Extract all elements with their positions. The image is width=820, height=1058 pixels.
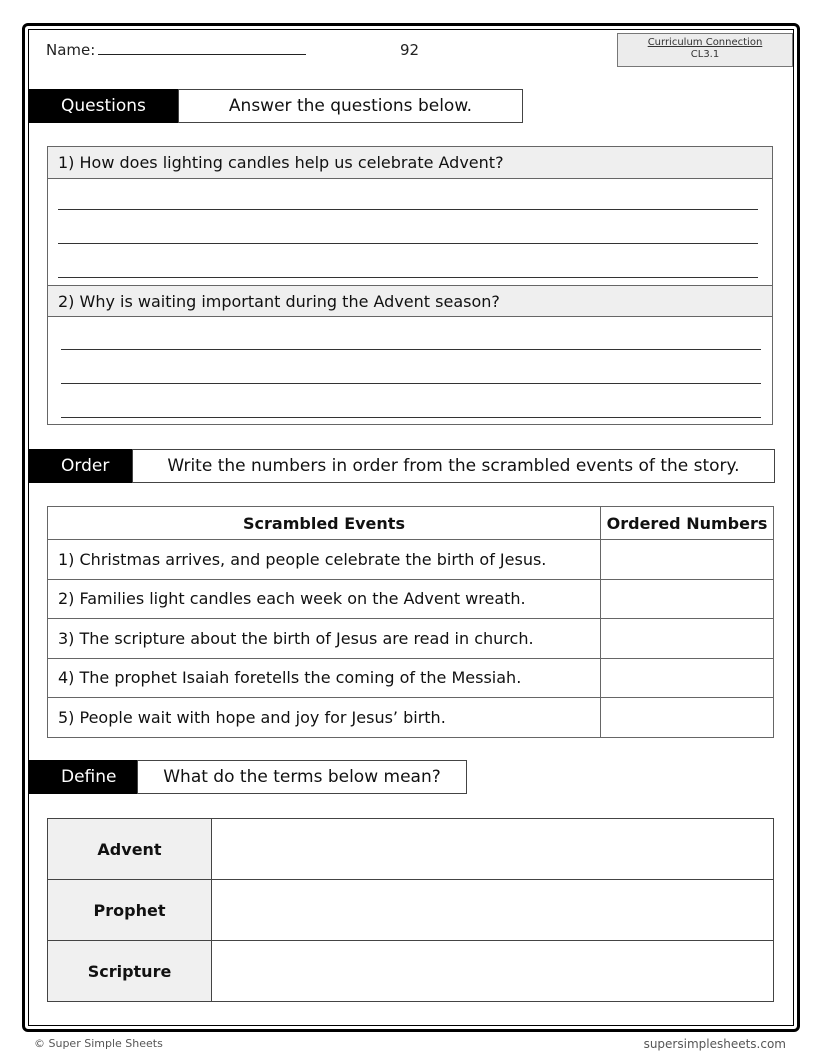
term-row bbox=[48, 819, 774, 880]
order-number-cell[interactable] bbox=[601, 619, 774, 659]
answer-line[interactable] bbox=[58, 277, 758, 278]
questions-tag: Questions bbox=[28, 89, 178, 123]
define-instruction: What do the terms below mean? bbox=[137, 760, 467, 794]
order-header bbox=[28, 449, 775, 483]
table-row bbox=[48, 658, 774, 698]
scrambled-events-table bbox=[47, 506, 774, 738]
question-1: 1) How does lighting candles help us celebrate Advent? bbox=[48, 147, 772, 179]
event-text: 3) The scripture about the birth of Jesus are read in church. bbox=[48, 619, 601, 659]
footer-website: supersimplesheets.com bbox=[643, 1037, 786, 1051]
name-blank-line[interactable] bbox=[98, 41, 306, 55]
term-row bbox=[48, 941, 774, 1002]
questions-box bbox=[47, 146, 773, 425]
name-field[interactable] bbox=[46, 41, 306, 59]
answer-line[interactable] bbox=[58, 209, 758, 210]
term-label: Prophet bbox=[48, 880, 212, 941]
order-tag: Order bbox=[28, 449, 132, 483]
event-text: 2) Families light candles each week on the Advent wreath. bbox=[48, 579, 601, 619]
definition-cell[interactable] bbox=[212, 819, 774, 880]
term-label: Advent bbox=[48, 819, 212, 880]
event-text: 5) People wait with hope and joy for Jesus’ birth. bbox=[48, 698, 601, 738]
definition-cell[interactable] bbox=[212, 941, 774, 1002]
event-text: 4) The prophet Isaiah foretells the coming of the Messiah. bbox=[48, 658, 601, 698]
questions-header bbox=[28, 89, 523, 123]
question-2: 2) Why is waiting important during the Advent season? bbox=[48, 285, 772, 317]
table-row bbox=[48, 698, 774, 738]
col-ordered-numbers: Ordered Numbers bbox=[601, 507, 774, 540]
curriculum-code: CL3.1 bbox=[690, 49, 720, 60]
table-row bbox=[48, 540, 774, 580]
order-number-cell[interactable] bbox=[601, 658, 774, 698]
footer-copyright: © Super Simple Sheets bbox=[34, 1037, 163, 1050]
table-row bbox=[48, 619, 774, 659]
order-number-cell[interactable] bbox=[601, 579, 774, 619]
term-label: Scripture bbox=[48, 941, 212, 1002]
name-label: Name: bbox=[46, 41, 96, 59]
define-header bbox=[28, 760, 467, 794]
answer-line[interactable] bbox=[58, 243, 758, 244]
term-row bbox=[48, 880, 774, 941]
table-header-row bbox=[48, 507, 774, 540]
order-instruction: Write the numbers in order from the scrambled events of the story. bbox=[132, 449, 775, 483]
answer-line[interactable] bbox=[61, 383, 761, 384]
event-text: 1) Christmas arrives, and people celebrate the birth of Jesus. bbox=[48, 540, 601, 580]
col-scrambled-events: Scrambled Events bbox=[48, 507, 601, 540]
definition-cell[interactable] bbox=[212, 880, 774, 941]
curriculum-connection-box bbox=[617, 33, 793, 67]
answer-line[interactable] bbox=[61, 349, 761, 350]
questions-instruction: Answer the questions below. bbox=[178, 89, 523, 123]
define-terms-table bbox=[47, 818, 774, 1002]
define-tag: Define bbox=[28, 760, 137, 794]
curriculum-title: Curriculum Connection bbox=[647, 37, 763, 48]
order-number-cell[interactable] bbox=[601, 540, 774, 580]
page-number: 92 bbox=[400, 41, 420, 59]
table-row bbox=[48, 579, 774, 619]
order-number-cell[interactable] bbox=[601, 698, 774, 738]
answer-line[interactable] bbox=[61, 417, 761, 418]
